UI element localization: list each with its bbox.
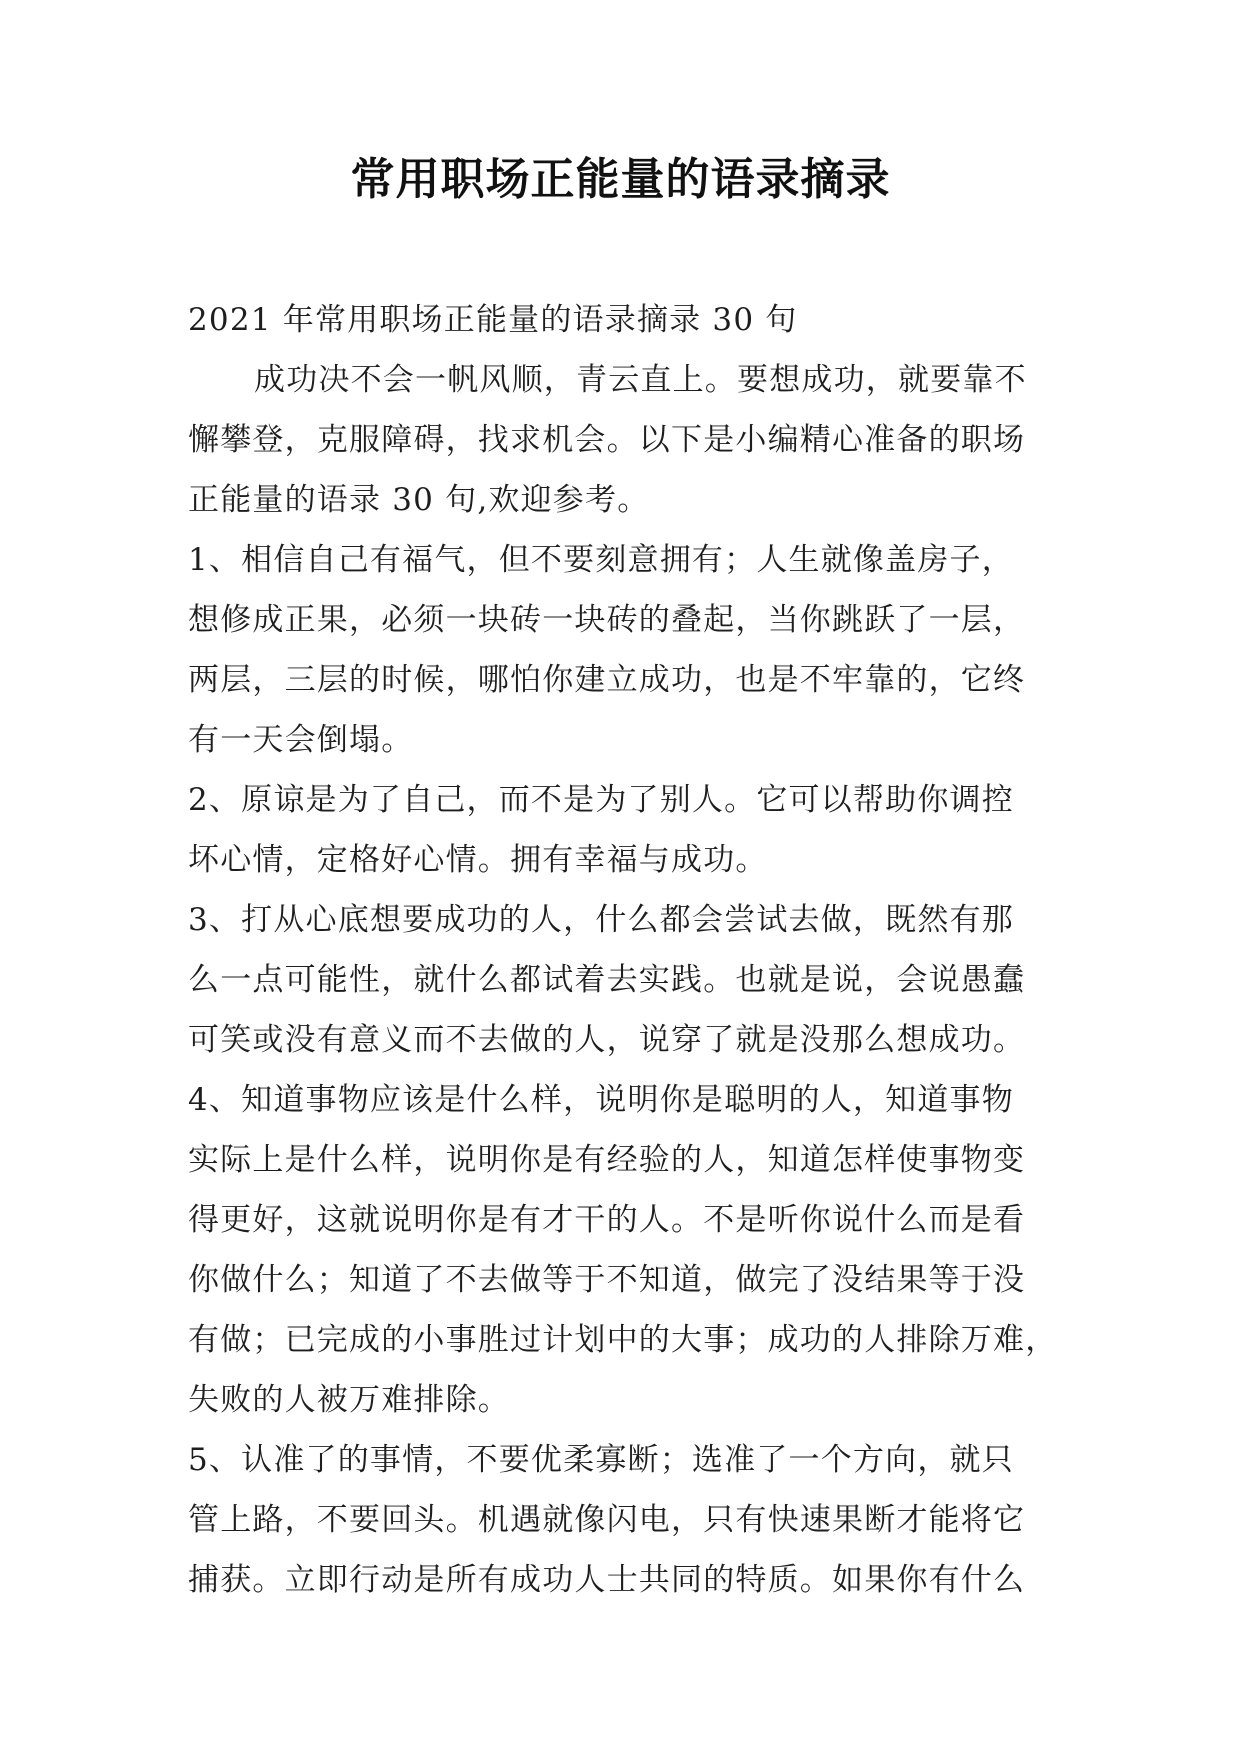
- quote-5-line-2: 管上路，不要回头。机遇就像闪电，只有快速果断才能将它: [188, 1502, 1026, 1538]
- intro-line-2: 懈攀登，克服障碍，找求机会。以下是小编精心准备的职场: [188, 422, 1026, 458]
- quote-1-line-1: 1、相信自己有福气，但不要刻意拥有；人生就像盖房子，: [188, 542, 1014, 578]
- quote-3-line-2: 么一点可能性，就什么都试着去实践。也就是说，会说愚蠢: [188, 962, 1026, 998]
- quote-1-line-2: 想修成正果，必须一块砖一块砖的叠起，当你跳跃了一层，: [188, 602, 1026, 638]
- quote-5-line-3: 捕获。立即行动是所有成功人士共同的特质。如果你有什么: [188, 1562, 1026, 1598]
- quote-2-line-2: 坏心情，定格好心情。拥有幸福与成功。: [188, 842, 768, 878]
- quote-4-line-2: 实际上是什么样，说明你是有经验的人，知道怎样使事物变: [188, 1142, 1026, 1178]
- quote-4-line-1: 4、知道事物应该是什么样，说明你是聪明的人，知道事物: [188, 1082, 1014, 1118]
- document-body: [188, 290, 1058, 1610]
- subtitle-line: 2021 年常用职场正能量的语录摘录 30 句: [188, 302, 798, 338]
- quote-3-line-1: 3、打从心底想要成功的人，什么都会尝试去做，既然有那: [188, 902, 1014, 938]
- quote-4-line-5: 有做；已完成的小事胜过计划中的大事；成功的人排除万难，: [188, 1322, 1058, 1358]
- document-title: 常用职场正能量的语录摘录: [350, 154, 891, 205]
- intro-line-3: 正能量的语录 30 句,欢迎参考。: [188, 482, 650, 518]
- quote-1-line-4: 有一天会倒塌。: [188, 722, 414, 758]
- quote-4-line-6: 失败的人被万难排除。: [188, 1382, 510, 1418]
- intro-line-1: 成功决不会一帆风顺，青云直上。要想成功，就要靠不: [254, 362, 1027, 398]
- quote-1-line-3: 两层，三层的时候，哪怕你建立成功，也是不牢靠的，它终: [188, 662, 1026, 698]
- quote-5-line-1: 5、认准了的事情，不要优柔寡断；选准了一个方向，就只: [188, 1442, 1014, 1478]
- quote-3-line-3: 可笑或没有意义而不去做的人，说穿了就是没那么想成功。: [188, 1022, 1026, 1058]
- quote-4-line-3: 得更好，这就说明你是有才干的人。不是听你说什么而是看: [188, 1202, 1026, 1238]
- quote-4-line-4: 你做什么；知道了不去做等于不知道，做完了没结果等于没: [188, 1262, 1026, 1298]
- quote-2-line-1: 2、原谅是为了自己，而不是为了别人。它可以帮助你调控: [188, 782, 1014, 818]
